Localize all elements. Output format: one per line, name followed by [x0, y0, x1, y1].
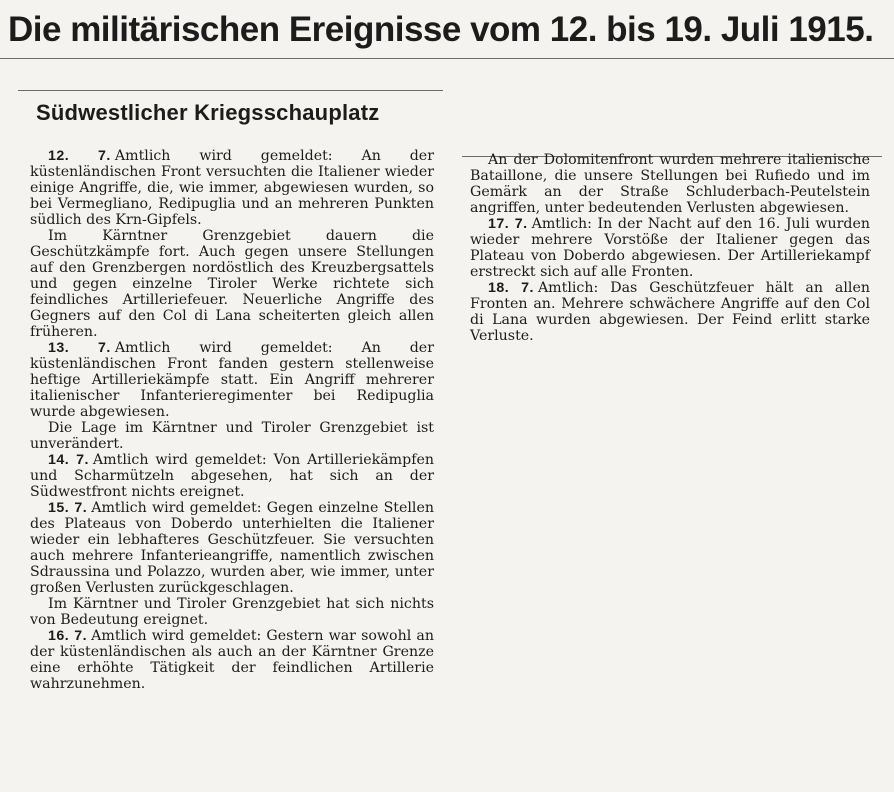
report-text: Im Kärntner und Tiroler Grenzgebiet hat sich nichts von Bedeutung ereignet.: [30, 596, 434, 628]
left-column: [30, 148, 434, 692]
report-date: 16. 7.: [48, 628, 88, 644]
report-paragraph: [30, 420, 434, 452]
heading-top-rule: [18, 90, 443, 91]
report-date: 14. 7.: [48, 452, 89, 468]
report-paragraph: [30, 148, 434, 228]
report-text: An der Dolomitenfront wurden mehrere italienische Bataillone, die unsere Stellungen bei Rufiedo und im Gemärk an der Straße Schluderbach-Peutelstein angriffen, unter bedeutenden Verlusten abgewiesen.: [470, 152, 870, 216]
report-text: Im Kärntner Grenzgebiet dauern die Geschützkämpfe fort. Auch gegen unsere Stellungen auf den Grenzbergen nordöstlich des Kreuzbergsattels und gegen einzelne Tiroler Werke richtete sich feindliches Artilleriefeuer. Neuerliche Angriffe des Gegners auf den Col di Lana scheiterten gleich allen früheren.: [30, 228, 434, 340]
report-paragraph: [30, 628, 434, 692]
report-paragraph: [30, 452, 434, 500]
report-paragraph: [30, 228, 434, 340]
report-date: 13. 7.: [48, 340, 111, 356]
report-text: Amtlich wird gemeldet: Gestern war sowohl an der küstenländischen als auch an der Kärntner Grenze eine erhöhte Tätigkeit der feindlichen Artillerie wahrzunehmen.: [30, 628, 434, 692]
report-text: Amtlich wird gemeldet: Von Artilleriekämpfen und Scharmützeln abgesehen, hat sich an der Südwestfront nichts ereignet.: [30, 452, 435, 500]
report-date: 12. 7.: [48, 148, 111, 164]
report-text: Amtlich wird gemeldet: Gegen einzelne Stellen des Plateaus von Doberdo unterhielten die Italiener wieder ein lebhafteres Geschützfeuer. Sie versuchten auch mehrere Infanterieangriffe, namentlich zwischen Sdraussina und Polazzo, wurden aber, wie immer, unter großen Verlusten zurückgeschlagen.: [30, 500, 434, 596]
title-rule: [0, 58, 894, 59]
right-column: [470, 152, 870, 344]
report-date: 17. 7.: [488, 216, 528, 232]
report-text: Amtlich: In der Nacht auf den 16. Juli wurden wieder mehrere Vorstöße der Italiener gegen das Plateau von Doberdo abgewiesen. Der Artilleriekampf erstreckt sich auf alle Fronten.: [470, 216, 870, 280]
report-text: Amtlich wird gemeldet: An der küstenländischen Front versuchten die Italiener wieder einige Angriffe, die, wie immer, abgewiesen wurden, so bei Vermegliano, Redipuglia und an mehreren Punkten südlich des Krn-Gipfels.: [30, 148, 434, 228]
section-heading: Südwestlicher Kriegsschauplatz: [36, 100, 380, 125]
report-text: Amtlich wird gemeldet: An der küstenländischen Front fanden gestern stellenweise heftige Artilleriekämpfe statt. Ein Angriff mehrerer italienischer Infanterieregimenter bei Redipuglia wurde abgewiesen.: [30, 340, 434, 420]
report-date: 15. 7.: [48, 500, 88, 516]
report-paragraph: [470, 216, 870, 280]
report-paragraph: [470, 152, 870, 216]
page-title: Die militärischen Ereignisse vom 12. bis 19. Juli 1915.: [8, 10, 874, 49]
report-date: 18. 7.: [488, 280, 534, 296]
report-paragraph: [30, 500, 434, 596]
report-paragraph: [470, 280, 870, 344]
report-text: Amtlich: Das Geschützfeuer hält an allen Fronten an. Mehrere schwächere Angriffe auf den Col di Lana wurden abgewiesen. Der Feind erlitt starke Verluste.: [470, 280, 870, 344]
report-paragraph: [30, 596, 434, 628]
report-text: Die Lage im Kärntner und Tiroler Grenzgebiet ist unverändert.: [30, 420, 434, 452]
report-paragraph: [30, 340, 434, 420]
